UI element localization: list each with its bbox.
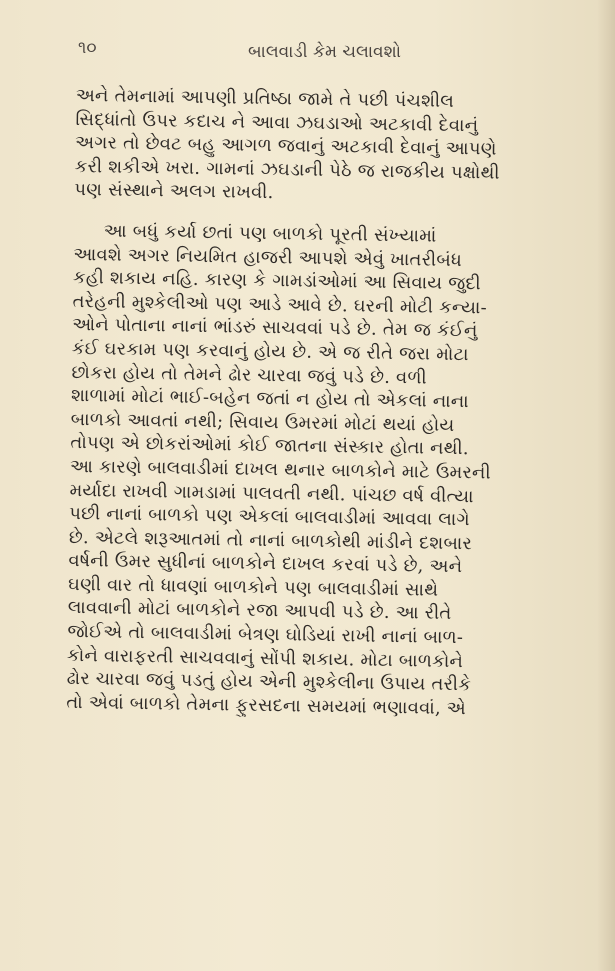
- body-text: [66, 84, 572, 722]
- text-line: આ બધું કર્યા છતાં પણ બાળકો પૂરતી સંખ્યામાં: [103, 220, 437, 247]
- text-line: પણ સંસ્થાને અલગ રાખવી.: [74, 179, 274, 204]
- text-line: કંઈ ઘરકામ પણ કરવાનું હોય છે. એ જ રીતે જરા મોટા: [71, 337, 469, 366]
- text-line: બાળકો આવતાં નથી; સિવાય ઉંમરમાં મોટાં થયાં હોય: [70, 408, 455, 436]
- page-header: [78, 38, 575, 66]
- text-line: કોને વારાફરતી સાચવવાનું સોંપી શકાય. મોટા બાળકોને: [66, 644, 464, 672]
- text-line: તો એવાં બાળકો તેમના ફુરસદના સમયમાં ભણાવવાં, એ: [66, 691, 467, 720]
- text-line: કરી શકીએ ખરા. ગામનાં ઝઘડાની પેઠે જ રાજકીય પક્ષોથી: [74, 155, 500, 184]
- text-line: લાવવાની મોટાં બાળકોને રજા આપવી પડે છે. આ રીતે: [67, 597, 452, 625]
- paragraph-1: [74, 84, 572, 210]
- text-line: તોપણ એ છોકરાંઓમાં કોઈ જાતના સંસ્કાર હોતા નથી.: [70, 432, 469, 460]
- text-line: ઢોર ચારવા જવું પડતું હોય એની મુશ્કેલીના ઉપાય તરીકે: [66, 668, 472, 696]
- text-line: સિદ્ધાંતો ઉપર કદાચ ને આવા ઝઘડાઓ અટકાવી દેવાનું: [75, 108, 479, 136]
- text-line: ઓને પોતાના નાનાં ભાંડરું સાચવવાં પડે છે. તેમ જ કંઈનું: [72, 314, 478, 342]
- text-line: ઘણી વાર તો ધાવણાં બાળકોને પણ બાલવાડીમાં સાથે: [67, 573, 439, 601]
- text-line: જોઈએ તો બાલવાડીમાં બેત્રણ ઘોડિયાં રાખી નાનાં બાળ-: [67, 620, 464, 649]
- text-line: છોકરા હોય તો તેમને ઢોર ચારવા જવું પડે છે. વળી: [71, 361, 428, 389]
- text-line: પછી નાનાં બાળકો પણ એકલાં બાલવાડીમાં આવવા લાગે: [69, 503, 470, 531]
- text-line: મર્યાદા રાખવી ગામડામાં પાલવતી નથી. પાંચછ વર્ષ વીત્યા: [69, 479, 474, 507]
- text-line: અગર તો છેવટ બહુ આગળ જવાનું અટકાવી દેવાનું આપણે: [74, 132, 497, 160]
- text-line: છે. એટલે શરૂઆતમાં તો નાનાં બાળકોથી માંડીને દશબાર: [68, 526, 473, 554]
- text-line: વર્ષની ઉંમર સુધીનાં બાળકોને દાખલ કરવાં પડે છે, અને: [68, 550, 463, 578]
- paragraph-2: [66, 219, 570, 722]
- text-line: કહી શકાય નહિ. કારણ કે ગામડાંઓમાં આ સિવાય જુદી: [72, 267, 481, 295]
- text-line: તરેહની મુશ્કેલીઓ પણ આડે આવે છે. ઘરની મોટી કન્યા-: [72, 290, 488, 319]
- text-line: શાળામાં મોટાં ભાઈ-બહેન જતાં ન હોય તો એકલાં નાના: [70, 385, 470, 413]
- text-line: આ કારણે બાલવાડીમાં દાખલ થનાર બાળકોને માટે ઉંમરની: [69, 455, 491, 484]
- text-line: આવશે અગર નિયમિત હાજરી આપશે એવું ખાતરીબંધ: [73, 243, 463, 271]
- running-title: બાલવાડી કેમ ચલાવશો: [248, 42, 401, 62]
- text-line: અને તેમનામાં આપણી પ્રતિષ્ઠા જામે તે પછી પંચશીલ: [75, 84, 455, 112]
- page-number: ૧૦: [78, 38, 97, 58]
